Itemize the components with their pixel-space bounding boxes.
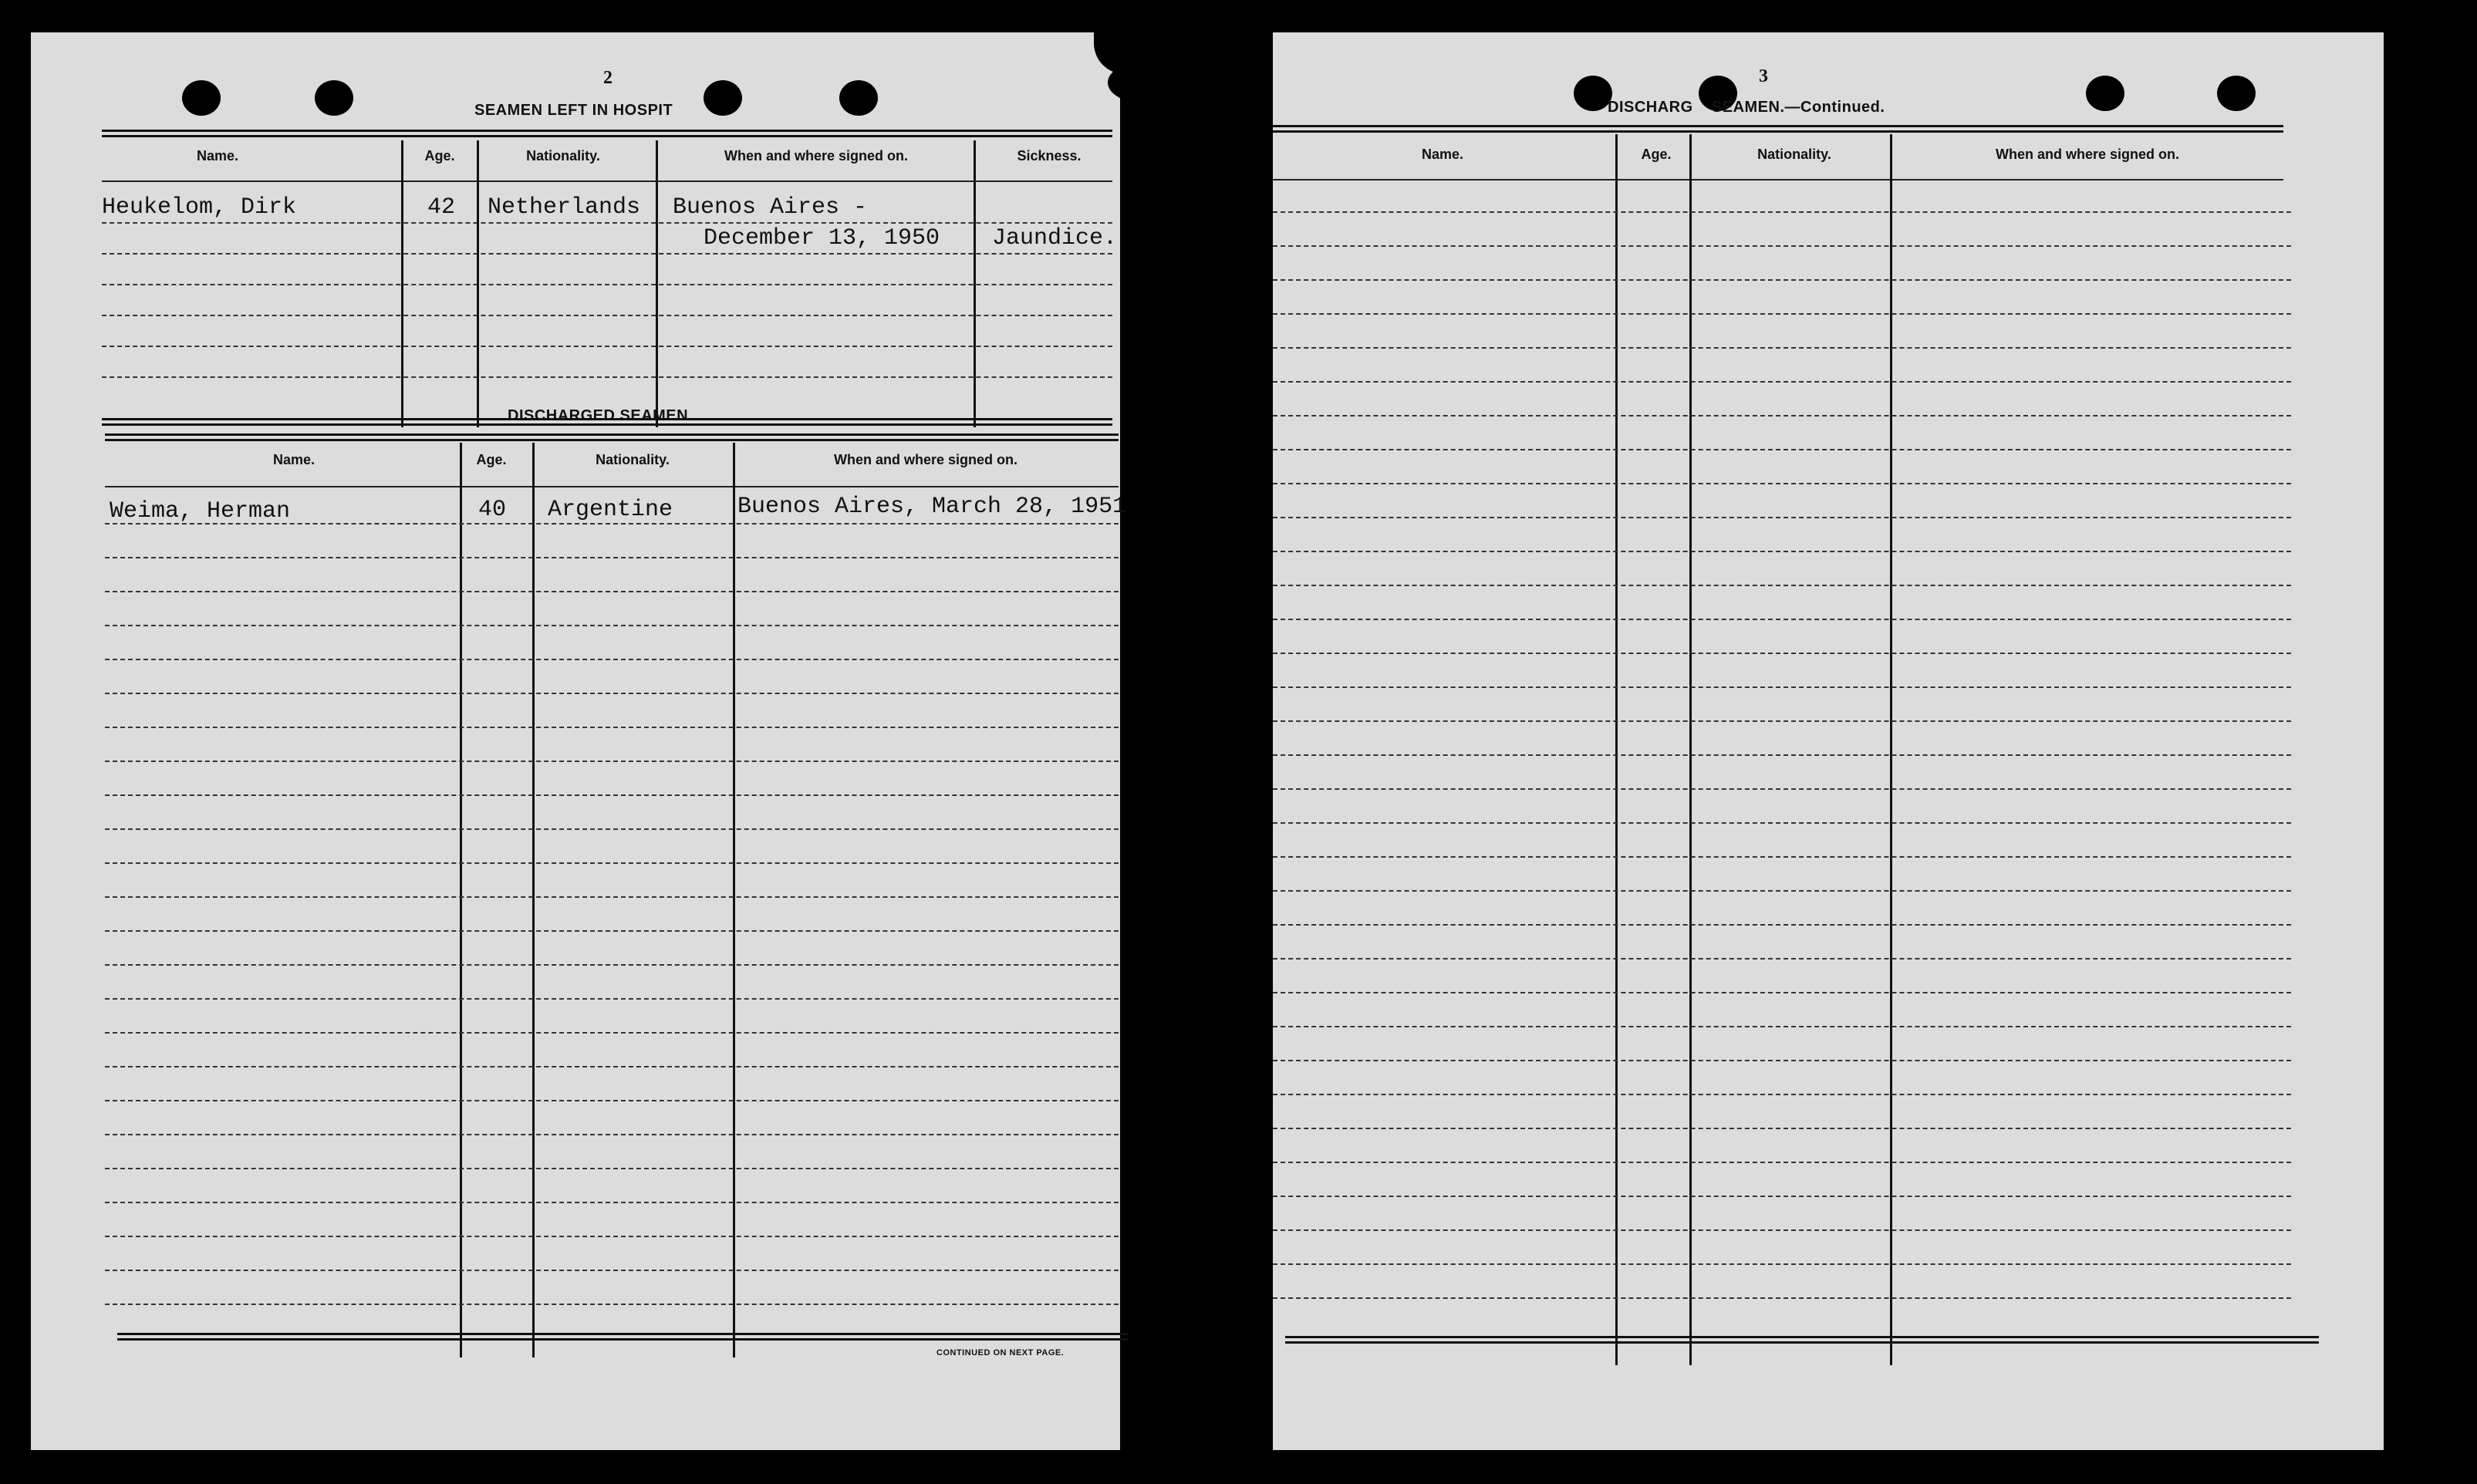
col-header-age: Age.: [1641, 147, 1672, 162]
discharged-row-age: 40: [478, 497, 507, 523]
row-rule: [105, 761, 1119, 762]
row-rule: [1273, 449, 2291, 450]
row-rule: [1273, 924, 2291, 926]
col-header-nationality: Nationality.: [596, 452, 670, 467]
row-rule: [105, 1270, 1119, 1271]
punch-hole: [839, 80, 878, 116]
continued-footer: CONTINUED ON NEXT PAGE.: [936, 1348, 1065, 1358]
row-rule: [1273, 1128, 2291, 1129]
row-rule: [105, 1134, 1119, 1135]
row-rule: [1273, 788, 2291, 790]
row-rule: [105, 1032, 1119, 1034]
row-rule: [105, 964, 1119, 966]
row-rule: [1273, 686, 2291, 688]
torn-edge: [1173, 62, 1257, 100]
hospital-row-name: Heukelom, Dirk: [102, 194, 297, 221]
row-rule: [1273, 1094, 2291, 1095]
table-top-rule: [105, 433, 1119, 441]
row-rule: [1273, 381, 2291, 383]
col-header-signed: When and where signed on.: [833, 452, 1018, 467]
row-rule: [102, 315, 1112, 316]
row-rule: [1273, 1297, 2291, 1299]
row-rule: [1273, 619, 2291, 620]
punch-hole: [2086, 76, 2124, 111]
row-rule: [102, 253, 1112, 255]
table-bottom-rule: [1285, 1336, 2319, 1344]
row-rule: [105, 862, 1119, 864]
row-rule: [105, 591, 1119, 592]
row-rule: [1273, 653, 2291, 654]
col-divider: [1890, 134, 1892, 1365]
row-rule: [1273, 1060, 2291, 1061]
col-header-name: Name.: [1421, 147, 1464, 162]
discharged-row-name: Weima, Herman: [110, 498, 291, 524]
punch-hole: [315, 80, 353, 116]
row-rule: [102, 284, 1112, 285]
row-rule: [105, 625, 1119, 626]
discharged-row-nationality: Argentine: [548, 497, 673, 523]
col-header-signed: When and where signed on.: [724, 148, 909, 164]
row-rule: [1273, 517, 2291, 518]
col-divider: [477, 140, 479, 427]
hospital-row-age: 42: [427, 194, 456, 221]
row-rule: [1273, 1229, 2291, 1231]
row-rule: [1273, 551, 2291, 552]
row-rule: [102, 376, 1112, 378]
row-rule: [1273, 313, 2291, 315]
row-rule: [1273, 1263, 2291, 1265]
discharged-continued-title: DISCHARG SEAMEN.—Continued.: [1608, 99, 1885, 116]
row-rule: [1273, 415, 2291, 417]
col-divider: [974, 140, 976, 427]
row-rule: [1273, 992, 2291, 993]
row-rule: [102, 222, 1112, 224]
row-rule: [1273, 890, 2291, 892]
row-rule: [1273, 483, 2291, 484]
punch-hole: [182, 80, 221, 116]
table-bottom-rule: [117, 1333, 1128, 1341]
row-rule: [105, 1168, 1119, 1169]
row-rule: [105, 1236, 1119, 1237]
torn-edge: [1108, 62, 1182, 103]
hospital-section-title: SEAMEN LEFT IN HOSPIT: [474, 102, 673, 119]
page-number: 3: [1759, 66, 1768, 86]
row-rule: [1273, 720, 2291, 722]
row-rule: [105, 1304, 1119, 1305]
row-rule: [105, 896, 1119, 898]
col-divider: [1689, 134, 1692, 1365]
row-rule: [105, 659, 1119, 660]
discharged-section-title: DISCHARGED SEAMEN.: [508, 407, 693, 424]
hospital-row-signed-line1: Buenos Aires -: [673, 194, 868, 221]
col-header-signed: When and where signed on.: [1995, 147, 2180, 162]
row-rule: [105, 998, 1119, 1000]
header-rule: [1273, 179, 2283, 180]
col-divider: [656, 140, 658, 427]
punch-hole: [1574, 76, 1612, 111]
row-rule: [1273, 245, 2291, 247]
punch-hole: [704, 80, 742, 116]
row-rule: [1273, 347, 2291, 349]
row-rule: [105, 693, 1119, 694]
col-divider: [460, 443, 462, 1358]
row-rule: [1273, 279, 2291, 281]
row-rule: [105, 1100, 1119, 1101]
col-header-name: Name.: [196, 148, 239, 164]
row-rule: [105, 523, 1119, 524]
row-rule: [102, 346, 1112, 347]
left-page: [31, 32, 1127, 1450]
row-rule: [1273, 958, 2291, 960]
right-page: [1273, 32, 2384, 1450]
row-rule: [105, 794, 1119, 796]
table-top-rule: [1273, 125, 2283, 133]
discharged-row-signed: Buenos Aires, March 28, 1951: [737, 494, 1127, 520]
col-divider: [532, 443, 535, 1358]
page-number: 2: [603, 68, 613, 88]
row-rule: [1273, 1026, 2291, 1027]
hospital-row-nationality: Netherlands: [488, 194, 641, 221]
col-header-nationality: Nationality.: [1757, 147, 1831, 162]
header-rule: [102, 180, 1112, 182]
col-divider: [401, 140, 403, 427]
row-rule: [1273, 1196, 2291, 1197]
row-rule: [1273, 211, 2291, 213]
col-header-age: Age.: [476, 452, 507, 467]
hospital-row-signed-line2: December 13, 1950: [704, 225, 940, 251]
col-header-sickness: Sickness.: [1017, 148, 1082, 164]
row-rule: [105, 1202, 1119, 1203]
table-top-rule: [102, 130, 1112, 137]
row-rule: [1273, 856, 2291, 858]
col-divider: [733, 443, 735, 1358]
col-divider: [1615, 134, 1618, 1365]
row-rule: [105, 1066, 1119, 1067]
hospital-row-sickness: Jaundice.: [992, 225, 1118, 251]
row-rule: [1273, 754, 2291, 756]
punch-hole: [2217, 76, 2256, 111]
row-rule: [1273, 822, 2291, 824]
row-rule: [1273, 1162, 2291, 1163]
row-rule: [105, 828, 1119, 830]
col-header-nationality: Nationality.: [526, 148, 600, 164]
col-header-name: Name.: [272, 452, 316, 467]
row-rule: [105, 727, 1119, 728]
row-rule: [105, 930, 1119, 932]
row-rule: [1273, 585, 2291, 586]
row-rule: [105, 557, 1119, 558]
header-rule: [105, 486, 1119, 487]
col-header-age: Age.: [424, 148, 455, 164]
